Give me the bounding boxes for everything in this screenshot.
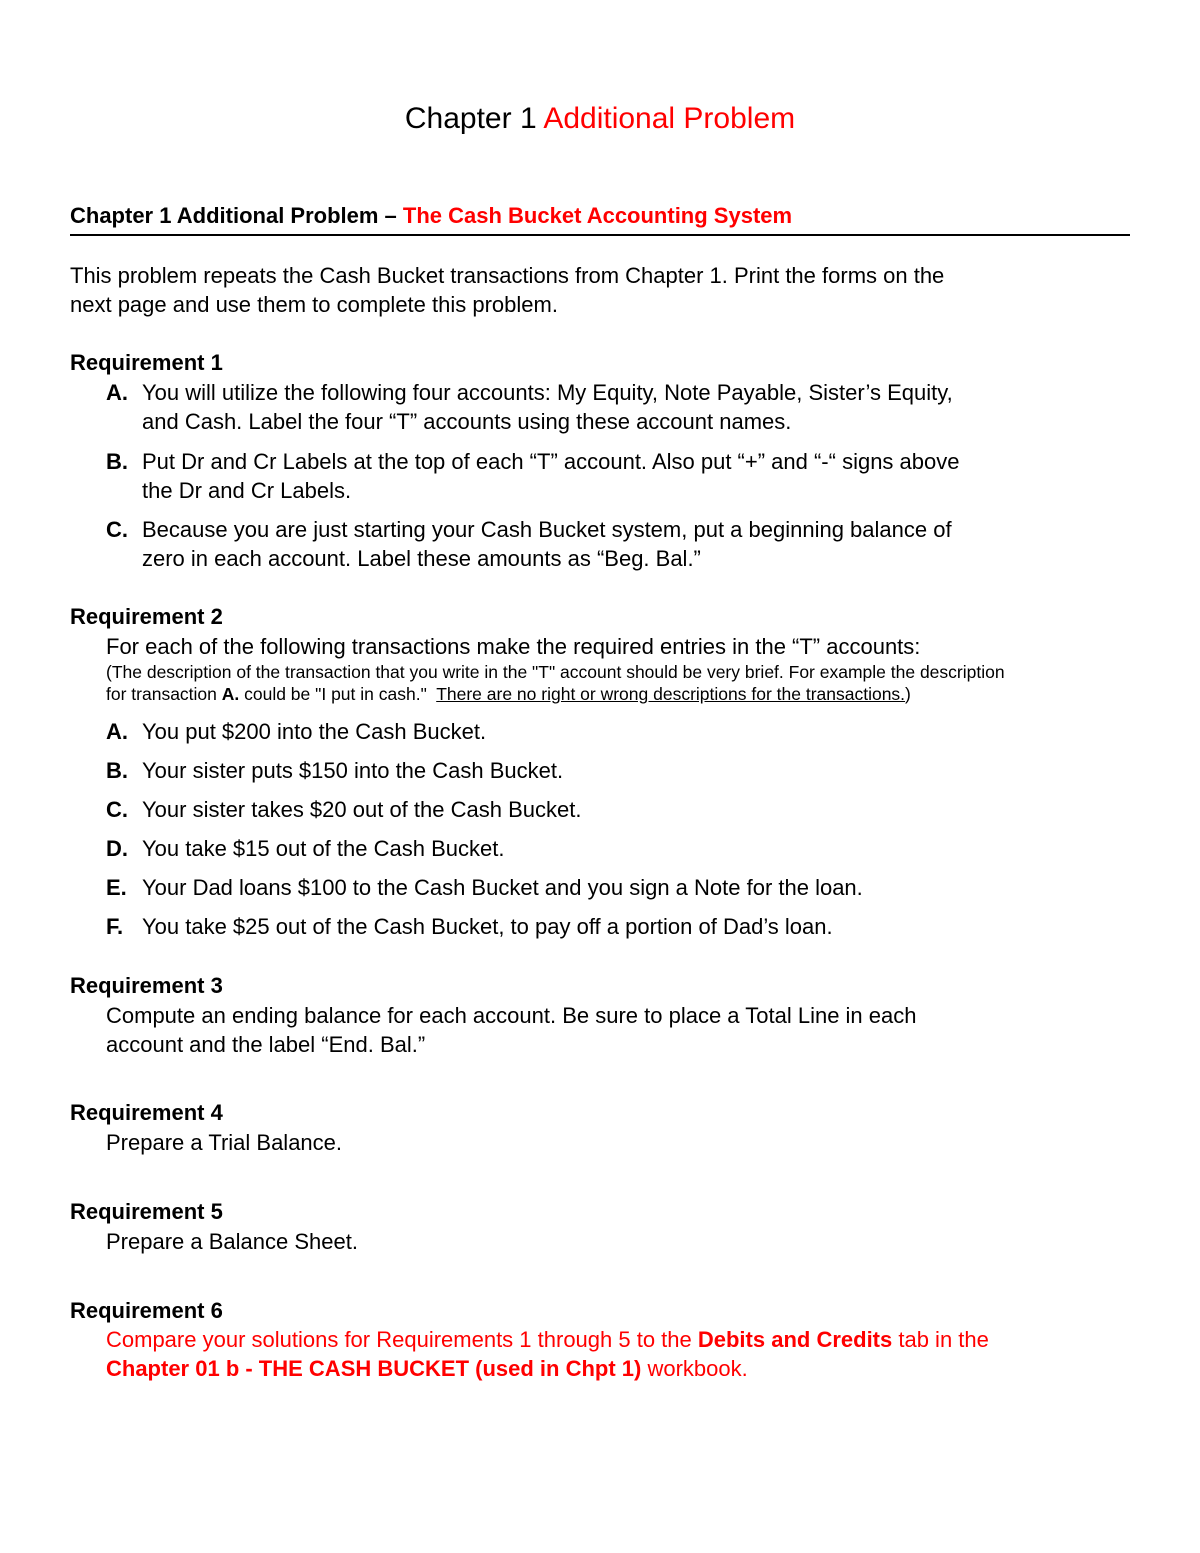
requirement-2-heading: Requirement 2	[70, 604, 223, 629]
intro-line-2: next page and use them to complete this problem.	[70, 292, 558, 317]
req1-item-b	[106, 447, 959, 476]
req6-line-2-end: workbook.	[641, 1356, 748, 1381]
req1-item-c-text: Because you are just starting your Cash Bucket system, put a beginning balance of	[142, 517, 952, 542]
req6-line-1-end: tab in the	[892, 1327, 989, 1352]
req3-line-2: account and the label “End. Bal.”	[106, 1032, 426, 1057]
req2-note-end: )	[905, 684, 911, 704]
req2-item-e-text: Your Dad loans $100 to the Cash Bucket and you sign a Note for the loan.	[142, 875, 863, 900]
req1-item-b-text: Put Dr and Cr Labels at the top of each “T” account. Also put “+” and “-“ signs above	[142, 449, 960, 474]
section-heading-chapter: Chapter 1 Additional Problem –	[70, 203, 403, 228]
req6-line-1-text: Compare your solutions for Requirements 1 through 5 to the	[106, 1327, 698, 1352]
requirement-1-heading: Requirement 1	[70, 350, 223, 375]
req2-item-c-letter: C.	[106, 797, 128, 822]
req2-item-c	[106, 795, 581, 824]
req6-line-1	[106, 1325, 989, 1354]
req1-item-c	[106, 515, 952, 544]
req4-text: Prepare a Trial Balance.	[106, 1130, 343, 1155]
req1-item-a-text: You will utilize the following four accounts: My Equity, Note Payable, Sister’s Equity,	[142, 380, 953, 405]
title-chapter: Chapter 1	[404, 102, 537, 135]
title-additional-problem: Additional Problem	[543, 102, 796, 135]
req2-item-c-text: Your sister takes $20 out of the Cash Bucket.	[142, 797, 582, 822]
req2-note-text-b: could be "I put in cash."	[239, 684, 437, 704]
req6-tab-name: Debits and Credits	[697, 1327, 893, 1352]
req2-item-d-letter: D.	[106, 836, 128, 861]
req5-text: Prepare a Balance Sheet.	[106, 1229, 358, 1254]
req2-item-e	[106, 873, 863, 902]
req2-item-f-text: You take $25 out of the Cash Bucket, to pay off a portion of Dad’s loan.	[142, 914, 833, 939]
req2-item-b-text: Your sister puts $150 into the Cash Bucket.	[142, 758, 564, 783]
req2-item-a-text: You put $200 into the Cash Bucket.	[142, 719, 487, 744]
intro-line-1: This problem repeats the Cash Bucket transactions from Chapter 1. Print the forms on the	[70, 263, 945, 288]
req2-instruction: For each of the following transactions make the required entries in the “T” accounts:	[106, 634, 921, 659]
page-title	[0, 100, 1200, 138]
req2-item-d-text: You take $15 out of the Cash Bucket.	[142, 836, 505, 861]
req1-item-a	[106, 378, 953, 407]
req3-line-1: Compute an ending balance for each account. Be sure to place a Total Line in each	[106, 1003, 917, 1028]
req1-item-b-continued: the Dr and Cr Labels.	[142, 478, 352, 503]
section-heading	[70, 202, 792, 230]
req2-note-line-1: (The description of the transaction that you write in the "T" account should be very brief. For example the description	[106, 662, 1005, 682]
req2-item-a	[106, 717, 486, 746]
section-heading-system: The Cash Bucket Accounting System	[402, 203, 793, 228]
req2-note-text-a: for transaction	[106, 684, 222, 704]
req1-item-c-continued: zero in each account. Label these amounts as “Beg. Bal.”	[142, 546, 701, 571]
req6-workbook-name: Chapter 01 b - THE CASH BUCKET (used in Chpt 1)	[106, 1356, 642, 1381]
heading-divider	[70, 234, 1130, 236]
req2-item-b	[106, 756, 563, 785]
req2-item-d	[106, 834, 504, 863]
req1-item-a-letter: A.	[106, 380, 128, 405]
req2-note-letter: A.	[221, 684, 240, 704]
requirement-3-heading: Requirement 3	[70, 973, 223, 998]
req2-item-e-letter: E.	[106, 875, 127, 900]
req1-item-c-letter: C.	[106, 517, 128, 542]
req2-item-f-letter: F.	[106, 914, 124, 939]
req6-line-2	[106, 1354, 748, 1383]
req2-note-line-2	[106, 683, 911, 705]
requirement-6-heading: Requirement 6	[70, 1298, 223, 1323]
requirement-4-heading: Requirement 4	[70, 1100, 223, 1125]
req2-item-b-letter: B.	[106, 758, 128, 783]
req2-item-f	[106, 912, 833, 941]
req2-item-a-letter: A.	[106, 719, 128, 744]
req1-item-a-continued: and Cash. Label the four “T” accounts using these account names.	[142, 409, 792, 434]
requirement-5-heading: Requirement 5	[70, 1199, 223, 1224]
req2-note-underlined: There are no right or wrong descriptions for the transactions.	[436, 684, 906, 704]
req1-item-b-letter: B.	[106, 449, 128, 474]
